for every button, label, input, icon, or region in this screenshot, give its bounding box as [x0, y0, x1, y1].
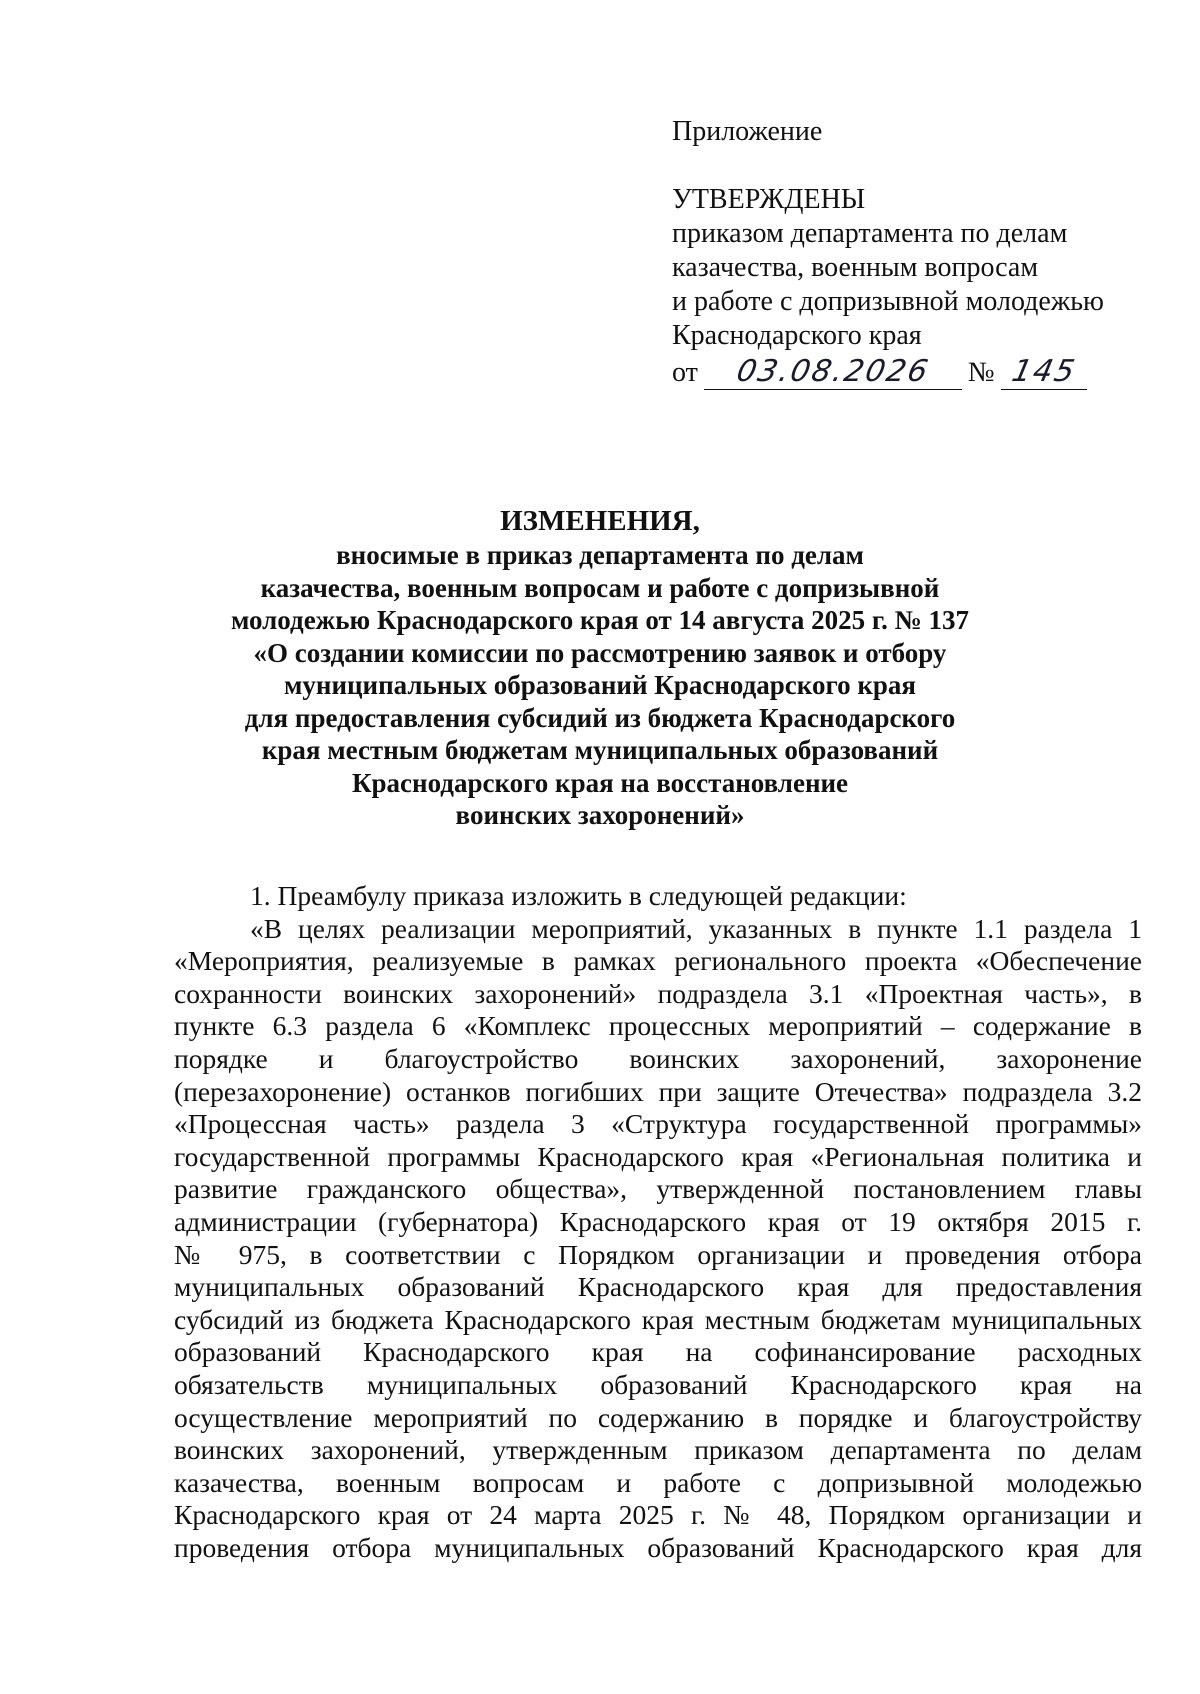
paragraph-line: № 975, в соответствии с Порядком организации и проведения отбора — [174, 1238, 1142, 1270]
paragraph-line: казачества, военным вопросам и работе с допризывной молодежью — [174, 1466, 1142, 1498]
title-line: вносимые в приказ департамента по делам — [336, 540, 864, 570]
paragraph-line: (перезахоронение) останков погибших при защите Отечества» подраздела 3.2 — [174, 1075, 1142, 1107]
title-line: Краснодарского края на восстановление — [351, 767, 849, 798]
title-line: для предоставления субсидий из бюджета Краснодарского — [244, 702, 956, 733]
title-line: молодежью Краснодарского края от 14 августа 2025 г. № 137 — [230, 605, 969, 635]
date-prefix: от — [672, 357, 698, 388]
paragraph-line: Краснодарского края от 24 марта 2025 г. № 48, Порядком организации и — [174, 1499, 1142, 1531]
title-heading: ИЗМЕНЕНИЯ, — [500, 505, 700, 537]
preamble-paragraph — [174, 913, 1142, 1565]
paragraph-line: проведения отбора муниципальных образований Краснодарского края для — [174, 1531, 1142, 1563]
paragraph-line: пункте 6.3 раздела 6 «Комплекс процессных мероприятий – содержание в — [174, 1010, 1142, 1042]
paragraph-line: образований Краснодарского края на софинансирование расходных — [174, 1336, 1142, 1368]
order-number-field — [1001, 355, 1087, 390]
appendix-label: Приложение — [672, 116, 823, 147]
title-line: воинских захоронений» — [455, 800, 745, 830]
paragraph-line: «Мероприятия, реализуемые в рамках регионального проекта «Обеспечение — [174, 945, 1142, 977]
paragraph-line: сохранности воинских захоронений» подраздела 3.1 «Проектная часть», в — [174, 977, 1142, 1009]
list-item-1: 1. Преамбулу приказа изложить в следующей редакции: — [250, 880, 907, 911]
title-line: «О создании комиссии по рассмотрению заявок и отбору — [253, 637, 947, 668]
approved-label: УТВЕРЖДЕНЫ — [672, 184, 866, 215]
paragraph-line: «В целях реализации мероприятий, указанных в пункте 1.1 раздела 1 — [250, 912, 1142, 944]
number-prefix: № — [967, 357, 995, 388]
document-title — [150, 503, 1050, 832]
handwritten-order-date: 03.08.2026 — [733, 354, 933, 389]
order-date-number-line — [672, 355, 1142, 390]
approval-line: казачества, военным вопросам — [672, 252, 1039, 283]
title-line: казачества, военным вопросам и работе с допризывной — [260, 572, 940, 603]
paragraph-line: муниципальных образований Краснодарского края для предоставления — [174, 1271, 1142, 1303]
handwritten-order-number: 145 — [1008, 354, 1080, 389]
paragraph-line: осуществление мероприятий по содержанию в порядке и благоустройству — [174, 1401, 1142, 1433]
approval-line: Краснодарского края — [672, 320, 922, 351]
paragraph-line: администрации (губернатора) Краснодарского края от 19 октября 2015 г. — [174, 1205, 1142, 1237]
paragraph-line: государственной программы Краснодарского края «Региональная политика и — [174, 1140, 1142, 1172]
title-line: муниципальных образований Краснодарского края — [284, 670, 916, 700]
document-body — [174, 880, 1142, 1564]
paragraph-line: порядке и благоустройство воинских захоронений, захоронение — [174, 1042, 1142, 1074]
paragraph-line: субсидий из бюджета Краснодарского края местным бюджетам муниципальных — [174, 1303, 1142, 1335]
paragraph-line: воинских захоронений, утвержденным приказом департамента по делам — [174, 1434, 1142, 1466]
paragraph-line: «Процессная часть» раздела 3 «Структура государственной программы» — [174, 1108, 1142, 1140]
title-line: края местным бюджетам муниципальных образований — [261, 735, 939, 765]
order-date-field — [704, 355, 962, 390]
approval-block — [672, 115, 1142, 390]
approval-line: и работе с допризывной молодежью — [672, 286, 1104, 317]
paragraph-line: развитие гражданского общества», утвержденной постановлением главы — [174, 1173, 1142, 1205]
paragraph-line: обязательств муниципальных образований Краснодарского края на — [174, 1368, 1142, 1400]
approval-line: приказом департамента по делам — [672, 218, 1068, 249]
